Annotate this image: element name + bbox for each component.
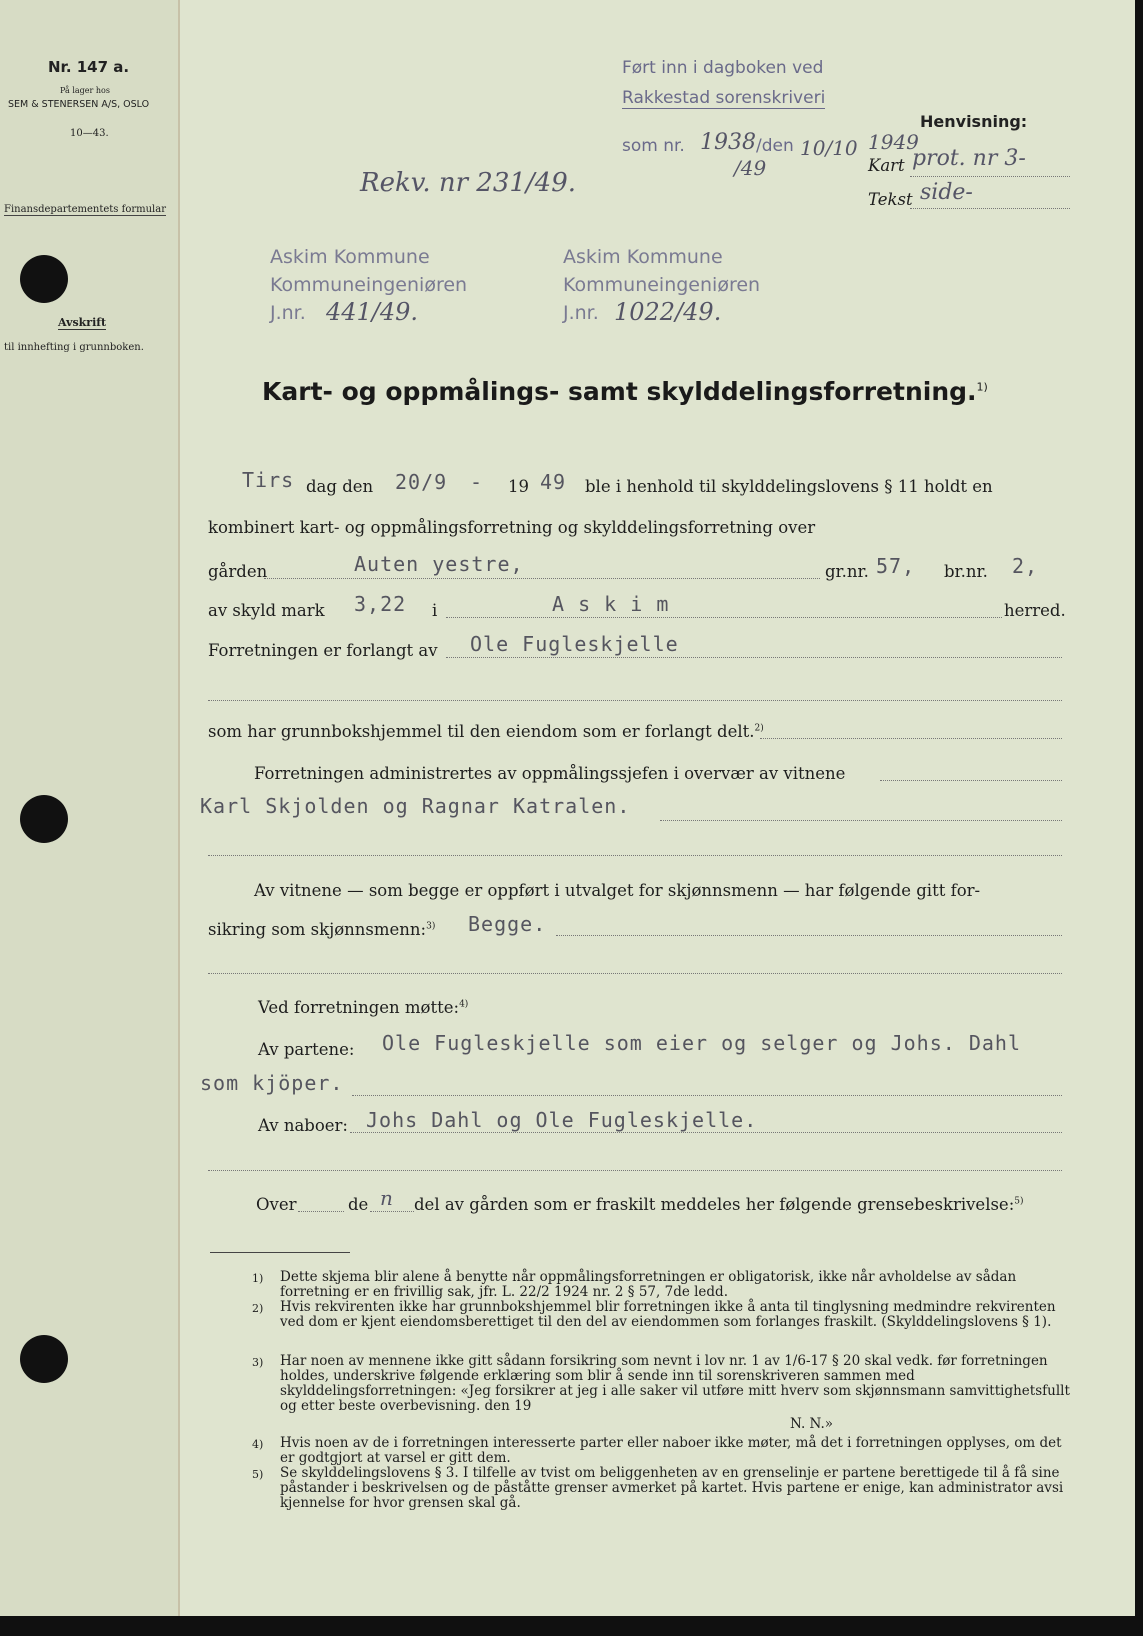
forlangt-label: Forretningen er forlangt av (208, 641, 438, 660)
date-typed: 20/9 (395, 470, 448, 494)
vitner-line1: Av vitnene — som begge er oppført i utvalget for skjønnsmenn — har følgende gitt for- (254, 881, 981, 900)
grnr-label: gr.nr. (825, 562, 869, 581)
vitner-answer: Begge. (468, 912, 547, 936)
vitner-value: Karl Skjolden og Ragnar Katralen. (200, 794, 631, 818)
registry-stamp-line1: Ført inn i dagboken ved (622, 58, 824, 78)
naboer-value: Johs Dahl og Ole Fugleskjelle. (366, 1108, 758, 1132)
partene-value1: Ole Fugleskjelle som eier og selger og Johs. Dahl (382, 1031, 1022, 1055)
askim-stamp2-jnr-label: J.nr. (563, 302, 599, 324)
printer-line1: På lager hos (60, 86, 110, 95)
date-dash: - (470, 470, 484, 494)
askim-stamp2-jnr-value: 1022/49. (614, 298, 722, 326)
footnote-3-signature: N. N.» (790, 1416, 834, 1432)
garden-value: Auten yestre, (354, 552, 524, 576)
footnote-3-num: 3) (252, 1356, 264, 1369)
body-line2: kombinert kart- og oppmålingsforretning og skylddelingsforretning over (208, 518, 816, 537)
avskrift-label: Avskrift (58, 316, 107, 329)
punch-hole-top (20, 255, 68, 303)
footnote-1-text: Dette skjema blir alene å benytte når oppmålingsforretningen er obligatorisk, ikke når avholdelse av sådan forretning er en frivillig sak, jfr. L. 22/2 1924 nr. 2 § 57, 7de ledd. (280, 1269, 1017, 1300)
skyld-label: av skyld mark (208, 601, 325, 620)
askim-stamp2-line2: Kommuneingeniøren (563, 274, 761, 296)
de-label: de (348, 1195, 369, 1214)
footnote-4-text: Hvis noen av de i forretningen interesserte parter eller naboer ikke møter, må det i forretningen opplyses, om det er godtgjort at varsel er gitt dem. (280, 1435, 1062, 1466)
registry-year-short: /49 (734, 156, 767, 180)
partene-label: Av partene: (258, 1040, 355, 1059)
footnote-5-text: Se skylddelingslovens § 3. I tilfelle av tvist om beliggenheten av en grenselinje er partene berettigede til å få sine påstander i beskrivelsen og de påståtte grenser avmerket på kartet. Hvis partene er enige, kan administrator avsi kjennelse for hvor grensen skal gå. (280, 1465, 1064, 1511)
registry-stamp-prefix: som nr. (622, 136, 685, 156)
grnr-value: 57, (876, 554, 916, 578)
vitner-line2: sikring som skjønnsmenn:$^{3)}$ (208, 920, 436, 939)
partene-value2: som kjöper. (200, 1071, 344, 1095)
i-label: i (432, 601, 438, 620)
askim-stamp1-jnr-value: 441/49. (326, 298, 419, 326)
registry-stamp-line2: Rakkestad sorenskriveri (622, 88, 826, 108)
tekst-value: side- (920, 180, 973, 205)
over-rest: del av gården som er fraskilt meddeles her følgende grensebeskrivelse:$^{5)}$ (414, 1195, 1024, 1214)
avskrift-sub: til innhefting i grunnboken. (4, 342, 144, 353)
naboer-label: Av naboer: (258, 1116, 348, 1135)
footnote-2-num: 2) (252, 1302, 264, 1315)
footnote-1-num: 1) (252, 1272, 264, 1285)
footnote-5-num: 5) (252, 1468, 264, 1481)
herred-value: A s k i m (552, 592, 670, 616)
registry-year: 1949 (868, 130, 919, 154)
registry-date: 10/10 (800, 136, 858, 160)
brnr-label: br.nr. (944, 562, 988, 581)
reference-heading: Henvisning: (920, 112, 1028, 131)
askim-stamp2-line1: Askim Kommune (563, 246, 723, 268)
admin-line: Forretningen administrertes av oppmålingssjefen i overvær av vitnene (254, 764, 846, 783)
herred-label: herred. (1004, 601, 1066, 620)
motte-label: Ved forretningen møtte:$^{4)}$ (258, 998, 469, 1017)
year-typed: 49 (540, 470, 567, 494)
printer-date: 10—43. (70, 128, 109, 139)
kart-label: Kart (868, 156, 905, 175)
punch-hole-middle (20, 795, 68, 843)
dag-den-label: dag den (306, 477, 374, 496)
footnote-2-text: Hvis rekvirenten ikke har grunnbokshjemmel blir forretningen ikke å anta til tinglysning medmindre rekvirenten ved dom er kjent eiendomsberettiget til den del av eiendommen som forlanges fraskilt. (Skylddelingslovens § 1). (280, 1299, 1056, 1330)
kart-value: prot. nr 3- (912, 146, 1026, 171)
ministry-form: Finansdepartementets formular (4, 204, 166, 215)
form-number: Nr. 147 a. (48, 58, 130, 76)
footnote-3-text: Har noen av mennene ikke gitt sådann forsikring som nevnt i lov nr. 1 av 1/6-17 § 20 skal vedk. før forretningen holdes, underskrive følgende erklæring som blir å sende inn til sorenskriveren sammen med skylddelingsforretningen: «Jeg forsikrer at jeg i alle saker vil utføre mitt hverv som skjønnsmann samvittighetsfullt og etter beste overbevisning. den 19 (280, 1353, 1070, 1414)
registry-den: /den (756, 136, 794, 156)
brnr-value: 2, (1012, 554, 1039, 578)
document-title: Kart- og oppmålings- samt skylddelingsforretning.$^{1)}$ (262, 377, 988, 406)
skyld-value: 3,22 (354, 592, 407, 616)
footnote-rule (210, 1252, 350, 1253)
printer-line2: SEM & STENERSEN A/S, OSLO (8, 99, 150, 110)
day-typed: Tirs (242, 468, 295, 492)
year-prefix: 19 (508, 477, 529, 496)
grunnbok-line: som har grunnbokshjemmel til den eiendom som er forlangt delt.$^{2)}$ (208, 722, 764, 741)
rekv-number: Rekv. nr 231/49. (360, 168, 577, 198)
askim-stamp1-jnr-label: J.nr. (270, 302, 306, 324)
footnote-4-num: 4) (252, 1438, 264, 1451)
garden-label: gården (208, 562, 268, 581)
askim-stamp1-line1: Askim Kommune (270, 246, 430, 268)
registry-number: 1938 (700, 130, 756, 155)
tekst-label: Tekst (868, 190, 913, 209)
forlangt-value: Ole Fugleskjelle (470, 632, 679, 656)
askim-stamp1-line2: Kommuneingeniøren (270, 274, 468, 296)
body-line1-rest: ble i henhold til skylddelingslovens § 11 holdt en (585, 477, 993, 496)
punch-hole-bottom (20, 1335, 68, 1383)
over-label: Over (256, 1195, 297, 1214)
de-value: n (380, 1186, 393, 1210)
